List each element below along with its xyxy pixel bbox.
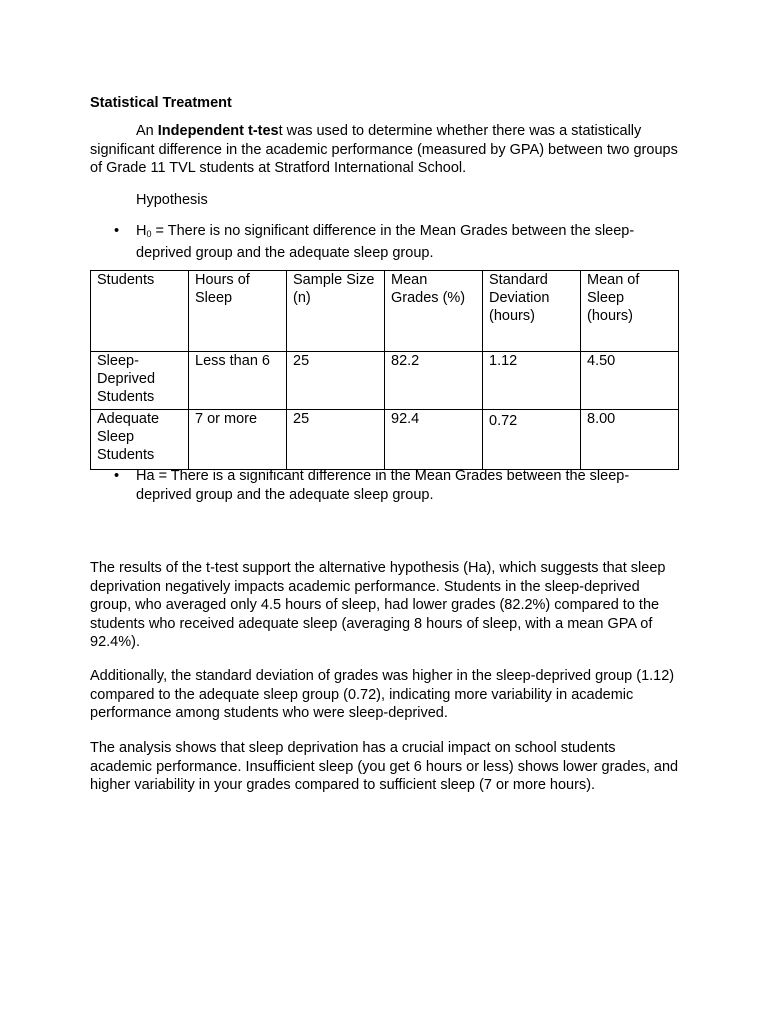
table-cell: 7 or more: [189, 410, 287, 470]
variability-paragraph: Additionally, the standard deviation of grades was higher in the sleep-deprived group (1.12) compared to the adequate sleep group (0.72), indicating more variability in academic performance among students who were sleep-deprived.: [90, 668, 675, 721]
table-header-cell: Mean of Sleep (hours): [581, 271, 679, 352]
intro-bold-term: Independent t-tes: [157, 123, 279, 139]
h0-subscript: 0: [146, 229, 152, 239]
table-cell: Less than 6: [189, 352, 287, 410]
alt-hypothesis-text: Ha = There is a significant difference in the Mean Grades between the sleep-deprived group and the adequate sleep group.: [136, 468, 630, 503]
null-hypothesis-text: [136, 222, 674, 262]
hypothesis-label: Hypothesis: [136, 192, 208, 208]
table-header-cell: Students: [91, 271, 189, 352]
intro-paragraph: [90, 122, 680, 178]
table-row: [91, 410, 679, 470]
h0-symbol: H: [136, 223, 147, 239]
table-cell: 4.50: [581, 352, 679, 410]
section-heading: Statistical Treatment: [90, 95, 232, 111]
intro-lead: An: [136, 123, 158, 139]
bullet-icon: •: [114, 468, 120, 484]
table-cell: 82.2: [385, 352, 483, 410]
table-cell: 92.4: [385, 410, 483, 470]
table-header-cell: Mean Grades (%): [385, 271, 483, 352]
table-header-cell: Hours of Sleep: [189, 271, 287, 352]
table-header-cell: Standard Deviation (hours): [483, 271, 581, 352]
h0-statement: = There is no significant difference in the Mean Grades between the sleep-deprived group and the adequate sleep group.: [136, 223, 635, 261]
table-row: [91, 352, 679, 410]
table-cell: 1.12: [483, 352, 581, 410]
bullet-icon: •: [114, 223, 120, 239]
results-paragraph: The results of the t-test support the alternative hypothesis (Ha), which suggests that sleep deprivation negatively impacts academic performance. Students in the sleep-deprived group, who averaged only 4.5 hours of sleep, had lower grades (82.2%) compared to the students who received adequate sleep (averaging 8 hours of sleep, with a mean GPA of 92.4%).: [90, 560, 666, 650]
table-cell: 25: [287, 352, 385, 410]
table-cell: 8.00: [581, 410, 679, 470]
null-hypothesis-item: [114, 222, 674, 262]
table-header-cell: Sample Size (n): [287, 271, 385, 352]
intro-rest: t was used to determine whether there was a statistically significant difference in the academic performance (measured by GPA) between two groups of Grade 11 TVL students at Stratford International School.: [90, 123, 678, 176]
table-cell: Sleep-Deprived Students: [91, 352, 189, 410]
results-table: [90, 270, 679, 470]
table-cell: 25: [287, 410, 385, 470]
table-cell: 0.72: [483, 410, 581, 470]
table-header-row: [91, 271, 679, 352]
alt-hypothesis-item: [114, 467, 674, 504]
conclusion-paragraph: The analysis shows that sleep deprivation has a crucial impact on school students academic performance. Insufficient sleep (you get 6 hours or less) shows lower grades, and higher variability in your grades compared to sufficient sleep (7 or more hours).: [90, 740, 679, 793]
table-cell: Adequate Sleep Students: [91, 410, 189, 470]
